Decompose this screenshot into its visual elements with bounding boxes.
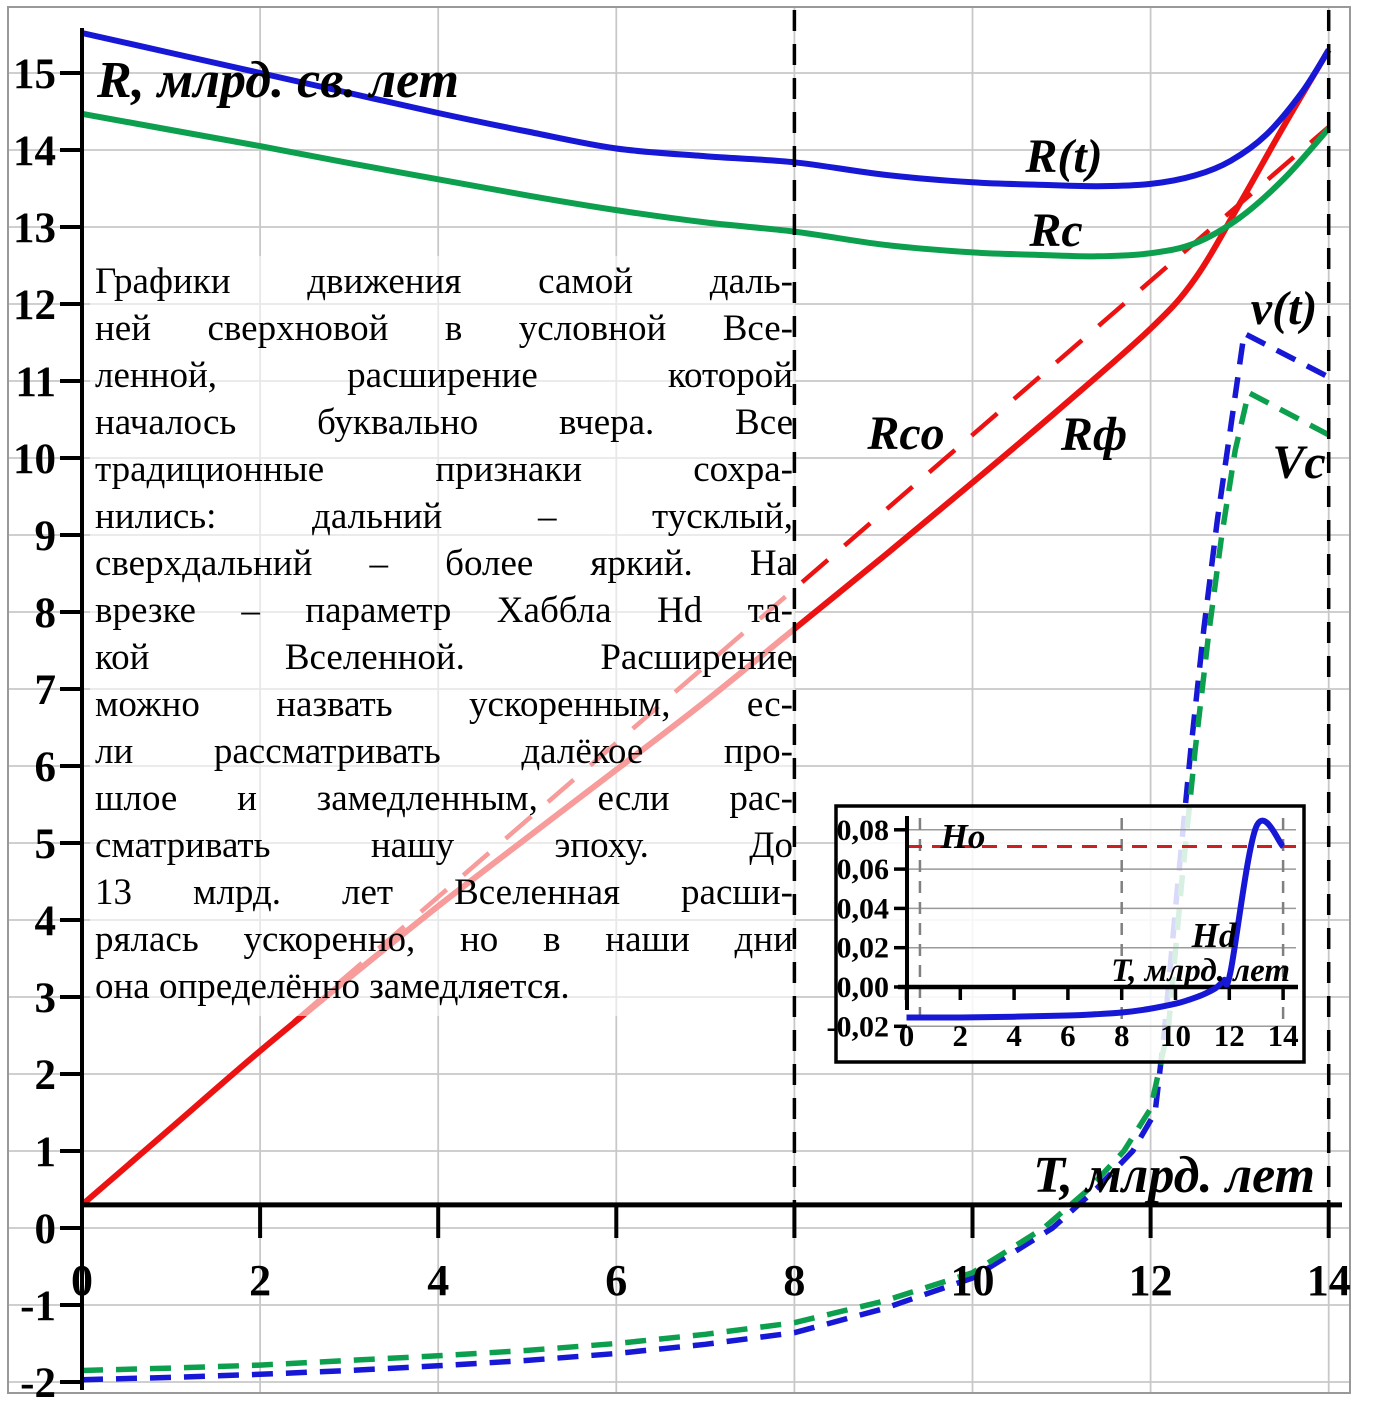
y-tick-label: 6 bbox=[34, 744, 56, 791]
x-tick-label: 4 bbox=[427, 1256, 450, 1305]
inset-y-tick-label: 0,02 bbox=[836, 931, 889, 965]
y-tick-label: 4 bbox=[34, 898, 56, 945]
annotation-line: ленной, расширение которой bbox=[95, 355, 793, 396]
annotation-line: кой Вселенной. Расширение bbox=[95, 637, 793, 678]
inset-x-tick-label: 12 bbox=[1213, 1018, 1245, 1053]
inset-x-tick-label: 10 bbox=[1160, 1018, 1191, 1053]
annotation-line: ли рассматривать далёкое про- bbox=[95, 731, 793, 772]
x-tick-label: 10 bbox=[950, 1256, 995, 1305]
x-tick-label: 8 bbox=[783, 1256, 806, 1305]
annotation-line: Графики движения самой даль- bbox=[95, 261, 793, 302]
y-tick-label: 8 bbox=[34, 590, 56, 637]
y-tick-label: 3 bbox=[34, 975, 56, 1022]
x-tick-label: 14 bbox=[1306, 1256, 1351, 1305]
annotation-text-block bbox=[95, 258, 793, 1010]
annotation-line: традиционные признаки сохра- bbox=[95, 449, 793, 490]
inset-y-tick-label: 0,04 bbox=[836, 892, 889, 926]
annotation-line: она определённо замедляется. bbox=[95, 966, 570, 1007]
annotation-line: сверхдальний – более яркий. На bbox=[95, 543, 793, 584]
inset-x-tick-label: 0 bbox=[898, 1018, 915, 1053]
inset-y-tick-label: 0,08 bbox=[836, 813, 889, 847]
axis-title: T, млрд. лет bbox=[1033, 1147, 1315, 1204]
annotation-line: 13 млрд. лет Вселенная расши- bbox=[95, 872, 793, 913]
x-tick-label: 2 bbox=[249, 1256, 272, 1305]
y-tick-label: 11 bbox=[15, 359, 56, 406]
curve-label-Vc: Vc bbox=[1272, 436, 1326, 489]
y-tick-label: 5 bbox=[34, 821, 56, 868]
inset-axis-title: T, млрд. лет bbox=[1111, 953, 1290, 989]
inset-hubble-chart bbox=[827, 806, 1305, 1062]
inset-curve-label-Hd: Hd bbox=[1191, 916, 1237, 955]
y-tick-label: 2 bbox=[34, 1052, 56, 1099]
y-tick-label: 12 bbox=[13, 282, 56, 329]
curve-label-Rф: Rф bbox=[1060, 408, 1128, 461]
inset-y-tick-label: -0,02 bbox=[826, 1010, 889, 1044]
inset-y-tick-label: 0,00 bbox=[836, 971, 889, 1004]
y-tick-label: -1 bbox=[20, 1283, 56, 1330]
inset-x-tick-label: 6 bbox=[1060, 1018, 1076, 1053]
y-tick-label: 13 bbox=[13, 205, 56, 252]
curve-label-Rc: Rc bbox=[1029, 204, 1083, 257]
y-tick-label: 15 bbox=[13, 51, 56, 98]
annotation-line: началось буквально вчера. Все bbox=[95, 402, 793, 443]
y-tick-label: 9 bbox=[34, 513, 56, 560]
annotation-line: шлое и замедленным, если рас- bbox=[95, 778, 793, 819]
inset-x-tick-label: 8 bbox=[1113, 1018, 1130, 1053]
inset-y-tick-label: 0,06 bbox=[836, 853, 889, 887]
curve-label-v(t): v(t) bbox=[1250, 282, 1318, 335]
x-tick-label: 12 bbox=[1128, 1256, 1173, 1305]
axis-title: R, млрд. св. лет bbox=[97, 52, 459, 109]
annotation-line: сматривать нашу эпоху. До bbox=[95, 825, 793, 866]
annotation-line: рялась ускоренно, но в наши дни bbox=[95, 919, 793, 960]
annotation-line: можно назвать ускоренным, ес- bbox=[95, 684, 793, 725]
inset-x-tick-label: 2 bbox=[952, 1018, 969, 1053]
y-tick-label: 7 bbox=[34, 667, 56, 714]
x-tick-label: 0 bbox=[71, 1256, 93, 1305]
y-tick-label: -2 bbox=[20, 1360, 56, 1401]
inset-x-tick-label: 4 bbox=[1006, 1018, 1022, 1053]
curve-label-Rco: Rco bbox=[867, 407, 945, 460]
inset-curve-label-Ho: Ho bbox=[940, 817, 986, 856]
annotation-line: врезке – параметр Хаббла Hd та- bbox=[95, 590, 793, 631]
y-tick-label: 0 bbox=[34, 1206, 56, 1253]
curve-label-R(t): R(t) bbox=[1025, 130, 1103, 183]
y-tick-label: 1 bbox=[34, 1129, 56, 1176]
inset-x-tick-label: 14 bbox=[1267, 1018, 1299, 1053]
annotation-line: ней сверхновой в условной Все- bbox=[95, 308, 793, 349]
x-tick-label: 6 bbox=[605, 1256, 628, 1305]
y-tick-label: 10 bbox=[13, 436, 56, 483]
annotation-line: нились: дальний – тусклый, bbox=[95, 496, 793, 537]
y-tick-label: 14 bbox=[13, 128, 56, 175]
